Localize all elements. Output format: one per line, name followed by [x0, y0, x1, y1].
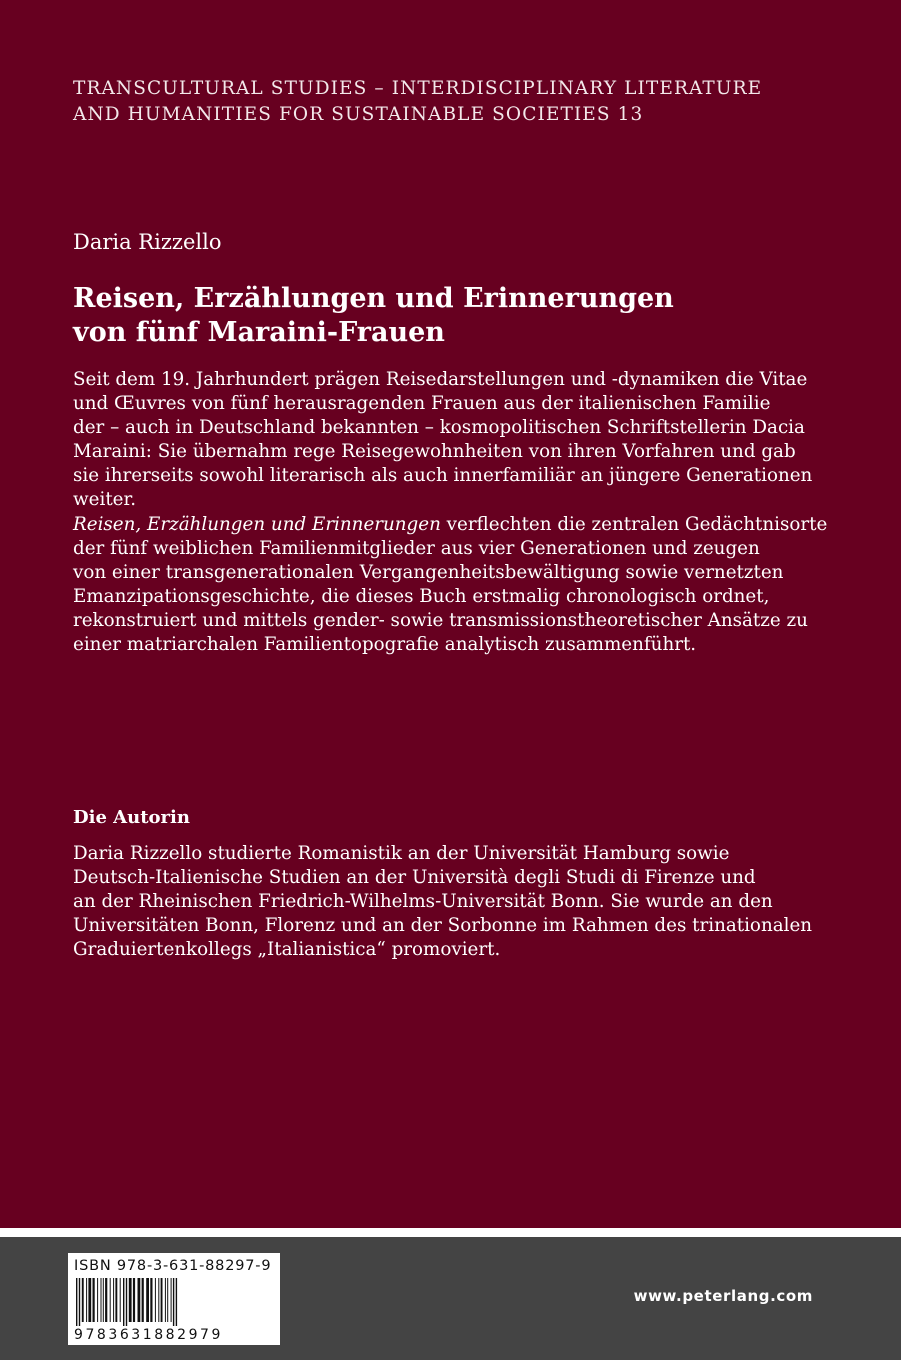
title-line-1: Reisen, Erzählungen und Erinnerungen — [73, 283, 674, 314]
blurb-line: der fünf weiblichen Familienmitglieder aus vier Generationen und zeugen — [73, 537, 760, 559]
bio-line: Daria Rizzello studierte Romanistik an der Universität Hamburg sowie — [73, 843, 730, 864]
blurb-line — [73, 513, 843, 537]
author-bio — [73, 842, 843, 962]
bio-line: Graduiertenkollegs „Italianistica“ promoviert. — [73, 939, 501, 961]
blurb-line: der – auch in Deutschland bekannten – kosmopolitischen Schriftstellerin Dacia — [73, 417, 805, 439]
book-title — [73, 282, 833, 350]
blurb-line: von einer transgenerationalen Vergangenheitsbewältigung sowie vernetzten — [73, 561, 784, 583]
barcode-label — [68, 1253, 280, 1345]
blurb-line-rest: verflechten die zentralen Gedächtnisorte — [440, 513, 828, 535]
title-line-2: von fünf Maraini-Frauen — [73, 317, 445, 348]
blurb-line: rekonstruiert und mittels gender- sowie transmissionstheoretischer Ansätze zu — [73, 609, 808, 631]
blurb-line: weiter. — [73, 489, 137, 511]
series-line-1: TRANSCULTURAL STUDIES – INTERDISCIPLINARY LITERATURE — [73, 78, 763, 99]
blurb-italic-title: Reisen, Erzählungen und Erinnerungen — [73, 513, 441, 535]
barcode-image — [74, 1278, 274, 1326]
blurb-line: einer matriarchalen Familientopografie analytisch zusammenführt. — [73, 634, 697, 656]
bio-line: an der Rheinischen Friedrich-Wilhelms-Universität Bonn. Sie wurde an den — [73, 891, 773, 913]
footer-bar — [0, 1237, 901, 1360]
bio-line: Deutsch-Italienische Studien an der Università degli Studi di Firenze und — [73, 867, 756, 889]
bio-line: Universitäten Bonn, Florenz und an der Sorbonne im Rahmen des trinationalen — [73, 915, 813, 937]
blurb-line: und Œuvres von fünf herausragenden Frauen aus der italienischen Familie — [73, 393, 771, 415]
isbn-text: ISBN 978-3-631-88297-9 — [74, 1258, 272, 1274]
divider-stripe — [0, 1228, 901, 1237]
blurb-text — [73, 368, 843, 657]
author-name: Daria Rizzello — [73, 230, 222, 254]
blurb-line: Emanzipationsgeschichte, die dieses Buch erstmalig chronologisch ordnet, — [73, 585, 770, 607]
blurb-line: Seit dem 19. Jahrhundert prägen Reisedarstellungen und -dynamiken die Vitae — [73, 369, 808, 390]
series-line-2: AND HUMANITIES FOR SUSTAINABLE SOCIETIES 13 — [73, 104, 644, 125]
series-title — [73, 76, 833, 128]
blurb-line: sie ihrerseits sowohl literarisch als auch innerfamiliär an jüngere Generationen — [73, 465, 813, 487]
publisher-website[interactable]: www.peterlang.com — [633, 1287, 813, 1305]
author-bio-heading: Die Autorin — [73, 807, 190, 828]
barcode-digits: 9783631882979 — [74, 1327, 223, 1343]
blurb-line: Maraini: Sie übernahm rege Reisegewohnheiten von ihren Vorfahren und gab — [73, 441, 796, 463]
